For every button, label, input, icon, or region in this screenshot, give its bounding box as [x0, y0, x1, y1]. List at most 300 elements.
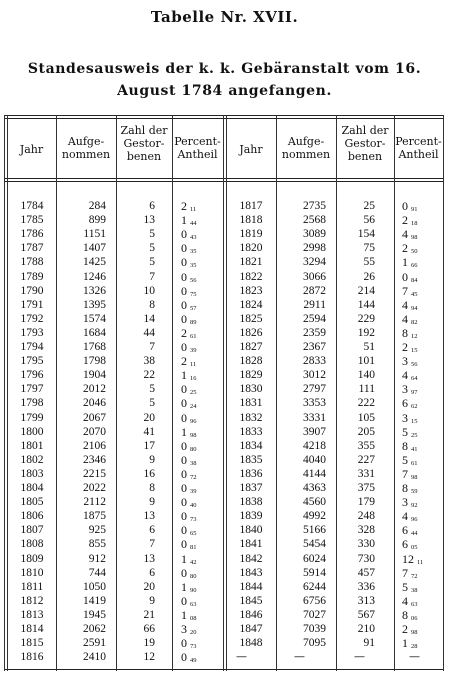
- cell-jahr: 1840: [239, 524, 263, 537]
- percent-integer: 5: [402, 424, 408, 439]
- cell-percent: [181, 651, 197, 667]
- percent-integer: 2: [402, 241, 408, 256]
- cell-jahr: 1834: [239, 439, 263, 452]
- percent-integer: 8: [402, 325, 408, 340]
- percent-integer: 1: [402, 255, 408, 270]
- cell-gestorben: 5: [149, 242, 155, 255]
- header-gestorben: Zahl der Gestor- benen: [341, 124, 389, 163]
- cell-gestorben: 179: [357, 496, 375, 509]
- percent-decimal: 45: [411, 290, 418, 298]
- percent-integer: 0: [181, 241, 187, 256]
- cell-aufgenommen: 1407: [83, 242, 106, 255]
- percent-integer: 0: [181, 452, 187, 467]
- cell-jahr: 1821: [239, 256, 263, 269]
- cell-gestorben: 51: [363, 341, 375, 353]
- cell-jahr: 1819: [239, 228, 263, 241]
- table-row: [4, 482, 444, 494]
- percent-integer: 4: [402, 593, 408, 608]
- percent-integer: 4: [402, 509, 408, 524]
- cell-gestorben: 205: [357, 425, 375, 438]
- cell-jahr: 1807: [20, 524, 44, 537]
- cell-gestorben: 6: [149, 200, 155, 212]
- cell-aufgenommen: 1768: [83, 341, 106, 353]
- percent-integer: 1: [181, 579, 187, 594]
- cell-gestorben: 56: [363, 214, 375, 227]
- percent-integer: 0: [181, 227, 187, 242]
- percent-integer: 8: [402, 438, 408, 453]
- percent-integer: 1: [181, 368, 187, 383]
- cell-aufgenommen: 855: [88, 538, 106, 551]
- cell-jahr: 1818: [239, 214, 263, 227]
- cell-gestorben: 9: [149, 496, 155, 509]
- cell-gestorben: 6: [149, 566, 155, 579]
- cell-gestorben: 12: [143, 651, 155, 664]
- percent-decimal: 11: [190, 206, 197, 213]
- cell-aufgenommen: 1798: [83, 355, 106, 368]
- cell-gestorben: 7: [149, 538, 155, 551]
- percent-integer: 1: [181, 424, 187, 439]
- cell-jahr: 1822: [239, 270, 263, 283]
- cell-aufgenommen: 2872: [303, 284, 326, 297]
- table-row: [4, 214, 444, 226]
- percent-integer: 6: [402, 396, 408, 411]
- table-row: [4, 538, 444, 550]
- cell-jahr: 1814: [20, 623, 44, 635]
- cell-jahr: 1790: [20, 284, 44, 297]
- percent-decimal: 84: [411, 276, 418, 284]
- cell-aufgenommen: 899: [88, 214, 106, 227]
- percent-integer: 0: [181, 396, 187, 411]
- percent-decimal: 66: [411, 262, 418, 270]
- percent-decimal: 28: [411, 643, 418, 651]
- cell-gestorben: 17: [143, 439, 155, 452]
- cell-aufgenommen: 3089: [303, 228, 326, 241]
- cell-aufgenommen: 2367: [303, 341, 326, 353]
- table-row: [4, 468, 444, 480]
- cell-gestorben: 41: [143, 425, 155, 438]
- cell-gestorben: 229: [357, 312, 375, 325]
- cell-jahr: 1798: [20, 397, 44, 410]
- cell-aufgenommen: 2070: [83, 425, 106, 438]
- cell-jahr: 1827: [239, 341, 263, 353]
- cell-gestorben: 5: [149, 397, 155, 410]
- cell-jahr: 1803: [20, 467, 44, 480]
- percent-decimal: 05: [411, 544, 418, 552]
- table-subtitle: Standesausweis der k. k. Gebäranstalt vom 16. August 1784 angefangen.: [27, 61, 422, 99]
- cell-jahr: 1843: [239, 566, 263, 579]
- table-row: [4, 355, 444, 367]
- cell-jahr: 1841: [239, 538, 263, 551]
- cell-aufgenommen: 7095: [303, 637, 326, 650]
- cell-jahr: 1846: [239, 608, 263, 621]
- percent-integer: 0: [181, 297, 187, 312]
- cell-jahr: 1833: [239, 425, 263, 438]
- percent-integer: 7: [402, 466, 408, 481]
- header-jahr: Jahr: [19, 143, 44, 156]
- percent-decimal: 61: [411, 459, 418, 467]
- table-row: [4, 553, 444, 565]
- percent-decimal: 15: [411, 347, 418, 354]
- percent-integer: 4: [402, 368, 408, 383]
- cell-gestorben: 8: [149, 482, 155, 494]
- cell-gestorben: 14: [143, 312, 155, 325]
- cell-jahr: 1836: [239, 467, 263, 480]
- cell-jahr: 1802: [20, 453, 44, 466]
- cell-aufgenommen: 744: [88, 566, 106, 579]
- bottom-rule: [4, 669, 444, 670]
- cell-aufgenommen: 2106: [83, 439, 106, 452]
- cell-gestorben: 26: [363, 270, 375, 283]
- cell-gestorben: 5: [149, 256, 155, 269]
- percent-integer: 8: [402, 481, 408, 495]
- percent-integer: 0: [181, 523, 187, 538]
- percent-decimal: 35: [190, 248, 197, 256]
- percent-decimal: 20: [190, 629, 197, 636]
- cell-aufgenommen: 1425: [83, 256, 106, 269]
- cell-gestorben: 6: [149, 524, 155, 537]
- cell-aufgenommen: 5166: [303, 524, 326, 537]
- percent-decimal: 94: [411, 304, 418, 312]
- cell-aufgenommen: 6024: [303, 552, 326, 565]
- cell-jahr: 1839: [239, 510, 263, 523]
- percent-decimal: 63: [411, 600, 418, 608]
- cell-aufgenommen: 2346: [83, 453, 106, 466]
- cell-gestorben: 91: [363, 637, 375, 650]
- cell-gestorben: 111: [358, 383, 375, 396]
- top-rule: [4, 115, 444, 116]
- cell-aufgenommen: 3066: [303, 270, 326, 283]
- cell-aufgenommen: 2062: [83, 623, 106, 635]
- cell-aufgenommen: 1395: [83, 298, 106, 311]
- cell-jahr: 1788: [20, 256, 44, 269]
- percent-decimal: 80: [190, 572, 197, 580]
- cell-jahr: 1792: [20, 312, 44, 325]
- cell-aufgenommen: 4218: [303, 439, 326, 452]
- cell-jahr: 1817: [239, 200, 263, 212]
- cell-gestorben: 330: [357, 538, 375, 551]
- cell-aufgenommen: 2594: [303, 312, 326, 325]
- table-row: [4, 200, 444, 212]
- cell-jahr: 1825: [239, 312, 263, 325]
- percent-integer: 8: [402, 607, 408, 622]
- percent-decimal: 40: [190, 502, 197, 510]
- percent-integer: 3: [402, 382, 408, 397]
- percent-decimal: 44: [411, 530, 418, 538]
- cell-jahr: 1831: [239, 397, 263, 410]
- cell-gestorben: 154: [357, 228, 375, 241]
- cell-jahr: 1801: [20, 439, 44, 452]
- percent-integer: 0: [181, 509, 187, 524]
- placeholder-dash: —: [236, 650, 247, 664]
- cell-jahr: 1806: [20, 510, 44, 523]
- percent-decimal: 11: [417, 558, 424, 566]
- cell-jahr: 1847: [239, 623, 263, 635]
- cell-aufgenommen: 2735: [303, 200, 326, 212]
- percent-integer: 3: [402, 410, 408, 425]
- cell-aufgenommen: 2215: [83, 467, 106, 480]
- cell-gestorben: 21: [143, 608, 155, 621]
- percent-decimal: 72: [190, 473, 197, 481]
- cell-jahr: 1845: [239, 594, 263, 607]
- cell-jahr: 1786: [20, 228, 44, 241]
- table-row: [4, 341, 444, 353]
- percent-integer: 3: [402, 354, 408, 369]
- cell-gestorben: 9: [149, 453, 155, 466]
- cell-aufgenommen: 2112: [83, 496, 106, 509]
- percent-decimal: 50: [411, 248, 418, 256]
- cell-gestorben: 375: [357, 482, 375, 494]
- percent-integer: 0: [181, 495, 187, 510]
- percent-decimal: 42: [190, 558, 197, 566]
- table-row: [4, 397, 444, 409]
- cell-gestorben: 25: [363, 200, 375, 212]
- cell-jahr: 1838: [239, 496, 263, 509]
- cell-aufgenommen: 2591: [83, 637, 106, 650]
- percent-decimal: 56: [411, 361, 418, 369]
- percent-decimal: 98: [190, 431, 197, 439]
- percent-decimal: 81: [190, 544, 197, 552]
- table-row: [4, 383, 444, 395]
- cell-gestorben: 44: [143, 326, 155, 339]
- cell-gestorben: 10: [143, 284, 155, 297]
- cell-jahr: 1835: [239, 453, 263, 466]
- cell-gestorben: 328: [357, 524, 375, 537]
- cell-aufgenommen: 2022: [83, 482, 106, 494]
- cell-aufgenommen: 2911: [303, 298, 326, 311]
- percent-integer: 0: [181, 255, 187, 270]
- percent-decimal: 91: [411, 206, 418, 213]
- cell-gestorben: 227: [357, 453, 375, 466]
- cell-jahr: 1811: [20, 580, 44, 593]
- cell-aufgenommen: 1904: [83, 369, 106, 382]
- cell-aufgenommen: 4040: [303, 453, 326, 466]
- percent-decimal: 65: [190, 530, 197, 538]
- cell-gestorben: 144: [357, 298, 375, 311]
- percent-integer: 3: [181, 622, 187, 636]
- percent-integer: 3: [402, 495, 408, 510]
- cell-aufgenommen: 2067: [83, 411, 106, 424]
- percent-integer: 0: [181, 283, 187, 298]
- cell-gestorben: 75: [363, 242, 375, 255]
- percent-decimal: 41: [411, 445, 418, 453]
- cell-aufgenommen: 2998: [303, 242, 326, 255]
- percent-decimal: 92: [411, 502, 418, 510]
- percent-decimal: 11: [190, 361, 197, 369]
- cell-jahr: 1795: [20, 355, 44, 368]
- cell-aufgenommen: 2046: [83, 397, 106, 410]
- percent-integer: 2: [402, 213, 408, 228]
- cell-aufgenommen: 925: [88, 524, 106, 537]
- percent-decimal: 39: [190, 488, 197, 495]
- top-rule-inner: [4, 118, 444, 119]
- cell-aufgenommen: 6756: [303, 594, 326, 607]
- cell-gestorben: 222: [357, 397, 375, 410]
- cell-aufgenommen: 2797: [303, 383, 326, 396]
- cell-aufgenommen: 1574: [83, 312, 106, 325]
- cell-jahr: 1797: [20, 383, 44, 396]
- table-row: [4, 496, 444, 508]
- cell-gestorben: 5: [149, 383, 155, 396]
- cell-jahr: 1791: [20, 298, 44, 311]
- table-row: [4, 510, 444, 522]
- percent-decimal: 24: [190, 403, 197, 411]
- cell-aufgenommen: 2568: [303, 214, 326, 227]
- percent-integer: 1: [181, 607, 187, 622]
- cell-jahr: 1796: [20, 369, 44, 382]
- cell-gestorben: 22: [143, 369, 155, 382]
- percent-decimal: 98: [411, 473, 418, 481]
- percent-decimal: 61: [190, 332, 197, 340]
- cell-gestorben: 457: [357, 566, 375, 579]
- cell-jahr: 1784: [20, 200, 44, 212]
- percent-integer: 0: [402, 269, 408, 284]
- cell-jahr: 1812: [20, 594, 44, 607]
- cell-aufgenommen: 7027: [303, 608, 326, 621]
- cell-jahr: 1813: [20, 608, 44, 621]
- cell-aufgenommen: 2012: [83, 383, 106, 396]
- cell-aufgenommen: 3331: [303, 411, 326, 424]
- cell-gestorben: 192: [357, 326, 375, 339]
- percent-decimal: 25: [411, 431, 418, 439]
- cell-jahr: 1848: [239, 637, 263, 650]
- cell-gestorben: 210: [357, 623, 375, 635]
- percent-integer: 6: [402, 537, 408, 552]
- cell-jahr: 1815: [20, 637, 44, 650]
- table-row: [4, 369, 444, 381]
- cell-jahr: 1787: [20, 242, 44, 255]
- cell-gestorben: 7: [149, 341, 155, 353]
- percent-decimal: 59: [411, 488, 418, 495]
- cell-gestorben: 38: [143, 355, 155, 368]
- cell-gestorben: 567: [357, 608, 375, 621]
- cell-gestorben: 214: [357, 284, 375, 297]
- percent-integer: 7: [402, 283, 408, 298]
- table-row: [4, 426, 444, 438]
- header-percent: Percent- Antheil: [174, 135, 221, 161]
- cell-gestorben: 331: [357, 467, 375, 480]
- cell-gestorben: 19: [143, 637, 155, 650]
- percent-decimal: 82: [411, 318, 418, 326]
- cell-gestorben: 13: [143, 552, 155, 565]
- percent-integer: 0: [181, 593, 187, 608]
- cell-jahr: 1816: [20, 651, 44, 664]
- percent-decimal: 16: [190, 375, 197, 383]
- cell-gestorben: 9: [149, 594, 155, 607]
- cell-aufgenommen: 2833: [303, 355, 326, 368]
- cell-aufgenommen: 284: [88, 200, 106, 212]
- percent-integer: 0: [181, 438, 187, 453]
- percent-decimal: 62: [411, 403, 418, 411]
- header-jahr: Jahr: [239, 143, 263, 156]
- header-percent: Percent- Antheil: [395, 135, 442, 161]
- cell-gestorben: 20: [143, 411, 155, 424]
- cell-jahr: 1837: [239, 482, 263, 494]
- percent-integer: 0: [181, 565, 187, 580]
- percent-integer: 2: [181, 354, 187, 369]
- cell-aufgenommen: 2410: [83, 651, 106, 664]
- header-rule-inner: [4, 181, 444, 182]
- percent-decimal: 97: [411, 389, 418, 397]
- cell-jahr: 1844: [239, 580, 263, 593]
- table-row: [4, 299, 444, 311]
- percent-integer: 0: [181, 481, 187, 495]
- cell-aufgenommen: 1151: [83, 228, 106, 241]
- cell-jahr: 1794: [20, 341, 44, 353]
- cell-aufgenommen: 4992: [303, 510, 326, 523]
- percent-integer: 2: [181, 199, 187, 213]
- percent-integer: 0: [181, 466, 187, 481]
- cell-aufgenommen: 2359: [303, 326, 326, 339]
- cell-aufgenommen: 1246: [83, 270, 106, 283]
- percent-decimal: 12: [411, 332, 418, 340]
- header-aufgenommen: Aufge- nommen: [61, 135, 111, 161]
- header-aufgenommen: Aufge- nommen: [281, 135, 331, 161]
- cell-jahr: 1793: [20, 326, 44, 339]
- percent-decimal: 96: [190, 417, 197, 425]
- percent-integer: 0: [181, 410, 187, 425]
- table-row: [4, 412, 444, 424]
- cell-gestorben: 336: [357, 580, 375, 593]
- percent-decimal: 49: [190, 657, 197, 665]
- cell-aufgenommen: 5454: [303, 538, 326, 551]
- percent-integer: 12: [402, 551, 414, 566]
- table-row: [4, 242, 444, 254]
- percent-decimal: 63: [190, 600, 197, 608]
- percent-decimal: 25: [190, 389, 197, 397]
- percent-integer: 4: [402, 297, 408, 312]
- cell-gestorben: 248: [357, 510, 375, 523]
- percent-integer: 0: [181, 650, 187, 665]
- cell-gestorben: 55: [363, 256, 375, 269]
- cell-aufgenommen: 1945: [83, 608, 106, 621]
- placeholder-dash: —: [409, 650, 420, 664]
- table-row: [4, 271, 444, 283]
- percent-decimal: 96: [411, 516, 418, 524]
- cell-jahr: 1832: [239, 411, 263, 424]
- percent-decimal: 35: [190, 262, 197, 270]
- cell-jahr: 1820: [239, 242, 263, 255]
- percent-integer: 2: [402, 340, 408, 354]
- table-row: [4, 651, 444, 663]
- table-row: [4, 327, 444, 339]
- percent-integer: 2: [402, 622, 408, 636]
- cell-jahr: 1824: [239, 298, 263, 311]
- percent-integer: 2: [181, 325, 187, 340]
- cell-gestorben: 66: [143, 623, 155, 635]
- cell-gestorben: 355: [357, 439, 375, 452]
- table-row: [4, 567, 444, 579]
- header-rule: [4, 178, 444, 179]
- cell-jahr: 1826: [239, 326, 263, 339]
- percent-decimal: 39: [190, 347, 197, 354]
- cell-jahr: 1823: [239, 284, 263, 297]
- cell-gestorben: 105: [357, 411, 375, 424]
- cell-jahr: 1828: [239, 355, 263, 368]
- percent-integer: 4: [402, 227, 408, 242]
- cell-gestorben: 7: [149, 270, 155, 283]
- percent-decimal: 72: [411, 572, 418, 580]
- percent-integer: 0: [181, 340, 187, 354]
- percent-integer: 1: [181, 213, 187, 228]
- percent-decimal: 73: [190, 643, 197, 651]
- percent-decimal: 15: [411, 417, 418, 425]
- cell-gestorben: 730: [357, 552, 375, 565]
- cell-aufgenommen: 3012: [303, 369, 326, 382]
- percent-decimal: 38: [190, 459, 197, 467]
- percent-decimal: 38: [411, 586, 418, 594]
- table-row: [4, 595, 444, 607]
- cell-aufgenommen: 4363: [303, 482, 326, 494]
